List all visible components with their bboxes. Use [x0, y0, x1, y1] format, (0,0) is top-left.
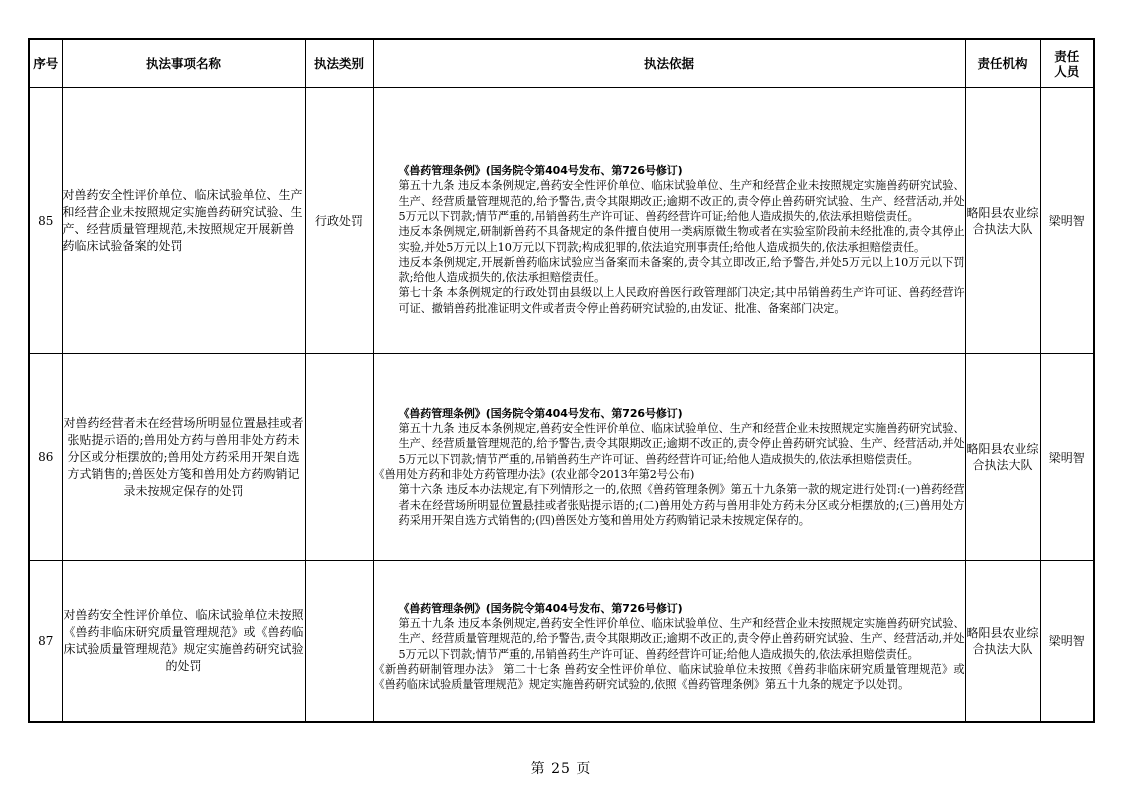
row-name: 对兽药安全性评价单位、临床试验单位、生产和经营企业未按照规定实施兽药研究试验、生产、经营质量管理规范,未按照规定开展新兽药临床试验备案的处罚: [62, 88, 305, 354]
basis-title: 《兽药管理条例》(国务院令第404号发布、第726号修订): [398, 406, 683, 420]
header-person-line1: 责任: [1054, 48, 1080, 64]
basis-paragraph: 第十六条 违反本办法规定,有下列情形之一的,依照《兽药管理条例》第五十九条第一款的规定进行处罚:(一)兽药经营者未在经营场所明显位置悬挂或者张贴提示语的;(二)兽用处方药与兽用非处方药未分区或分柜摆放的;(三)兽用处方药采用开架自选方式销售的;(四)兽医处方笺和兽用处方药购销记录未按规定保存的。: [398, 483, 965, 527]
row-person: 梁明智: [1040, 354, 1094, 561]
header-num: 序号: [29, 39, 62, 88]
header-row: [29, 39, 1094, 88]
row-num: 87: [29, 561, 62, 722]
row-name: 对兽药安全性评价单位、临床试验单位未按照《兽药非临床研究质量管理规范》或《兽药临床试验质量管理规范》规定实施兽药研究试验的处罚: [62, 561, 305, 722]
basis-title: 《兽药管理条例》(国务院令第404号发布、第726号修订): [398, 164, 683, 178]
basis-paragraph: 违反本条例规定,开展新兽药临床试验应当备案而未备案的,责令其立即改正,给予警告,并处5万元以上10万元以下罚款;给他人造成损失的,依法承担赔偿责任。: [398, 255, 965, 285]
basis-paragraph: 第七十条 本条例规定的行政处罚由县级以上人民政府兽医行政管理部门决定;其中吊销兽药生产许可证、兽药经营许可证、撤销兽药批准证明文件或者责令停止兽药研究试验的,由发证、批准、备案部门决定。: [398, 286, 965, 315]
basis-paragraph: 违反本条例规定,研制新兽药不具备规定的条件擅自使用一类病原微生物或者在实验室阶段前未经批准的,责令其停止实验,并处5万元以上10万元以下罚款;构成犯罪的,依法追究刑事责任;给他人造成损失的,依法承担赔偿责任。: [398, 225, 965, 254]
basis-paragraph: 第五十九条 违反本条例规定,兽药安全性评价单位、临床试验单位、生产和经营企业未按照规定实施兽药研究试验、生产、经营质量管理规范的,给予警告,责令其限期改正;逾期不改正的,责令停止兽药研究试验、生产、经营活动,并处5万元以下罚款;情节严重的,吊销兽药生产许可证、兽药经营许可证;给他人造成损失的,依法承担赔偿责任。: [398, 422, 965, 466]
enforcement-table: [28, 38, 1095, 723]
row-num: 85: [29, 88, 62, 354]
header-name: 执法事项名称: [62, 39, 305, 88]
table-row: [29, 561, 1094, 722]
basis-title: 《兽药管理条例》(国务院令第404号发布、第726号修订): [398, 601, 683, 615]
row-org: 略阳县农业综合执法大队: [965, 88, 1040, 354]
basis-paragraph: 第五十九条 违反本条例规定,兽药安全性评价单位、临床试验单位、生产和经营企业未按照规定实施兽药研究试验、生产、经营质量管理规范的,给予警告,责令其限期改正;逾期不改正的,责令停止兽药研究试验、生产、经营活动,并处5万元以下罚款;情节严重的,吊销兽药生产许可证、兽药经营许可证;给他人造成损失的,依法承担赔偿责任。: [398, 179, 965, 223]
header-org: 责任机构: [965, 39, 1040, 88]
row-basis: [373, 88, 965, 354]
row-person: 梁明智: [1040, 561, 1094, 722]
page-number: 第 25 页: [530, 761, 592, 777]
row-category: [305, 561, 373, 722]
row-name: 对兽药经营者未在经营场所明显位置悬挂或者张贴提示语的;兽用处方药与兽用非处方药未分区或分柜摆放的;兽用处方药采用开架自选方式销售的;兽医处方笺和兽用处方药购销记录未按规定保存的处罚: [62, 354, 305, 561]
row-num: 86: [29, 354, 62, 561]
basis-paragraph: 《新兽药研制管理办法》 第二十七条 兽药安全性评价单位、临床试验单位未按照《兽药非临床研究质量管理规范》或《兽药临床试验质量管理规范》规定实施兽药研究试验的,依照《兽药管理条例》第五十九条的规定予以处罚。: [373, 663, 965, 692]
header-person-line2: 人员: [1054, 63, 1080, 79]
row-org: 略阳县农业综合执法大队: [965, 354, 1040, 561]
table-row: [29, 354, 1094, 561]
header-basis: 执法依据: [373, 39, 965, 88]
row-person: 梁明智: [1040, 88, 1094, 354]
basis-subtitle: 《兽用处方药和非处方药管理办法》(农业部令2013年第2号公布): [373, 468, 695, 481]
row-org: 略阳县农业综合执法大队: [965, 561, 1040, 722]
row-category: [305, 354, 373, 561]
header-category: 执法类别: [305, 39, 373, 88]
header-person: [1040, 39, 1094, 88]
table-row: [29, 88, 1094, 354]
basis-paragraph: 第五十九条 违反本条例规定,兽药安全性评价单位、临床试验单位、生产和经营企业未按照规定实施兽药研究试验、生产、经营质量管理规范的,给予警告,责令其限期改正;逾期不改正的,责令停止兽药研究试验、生产、经营活动,并处5万元以下罚款;情节严重的,吊销兽药生产许可证、兽药经营许可证;给他人造成损失的,依法承担赔偿责任。: [398, 617, 965, 661]
row-basis: [373, 561, 965, 722]
row-basis: [373, 354, 965, 561]
row-category: 行政处罚: [305, 88, 373, 354]
